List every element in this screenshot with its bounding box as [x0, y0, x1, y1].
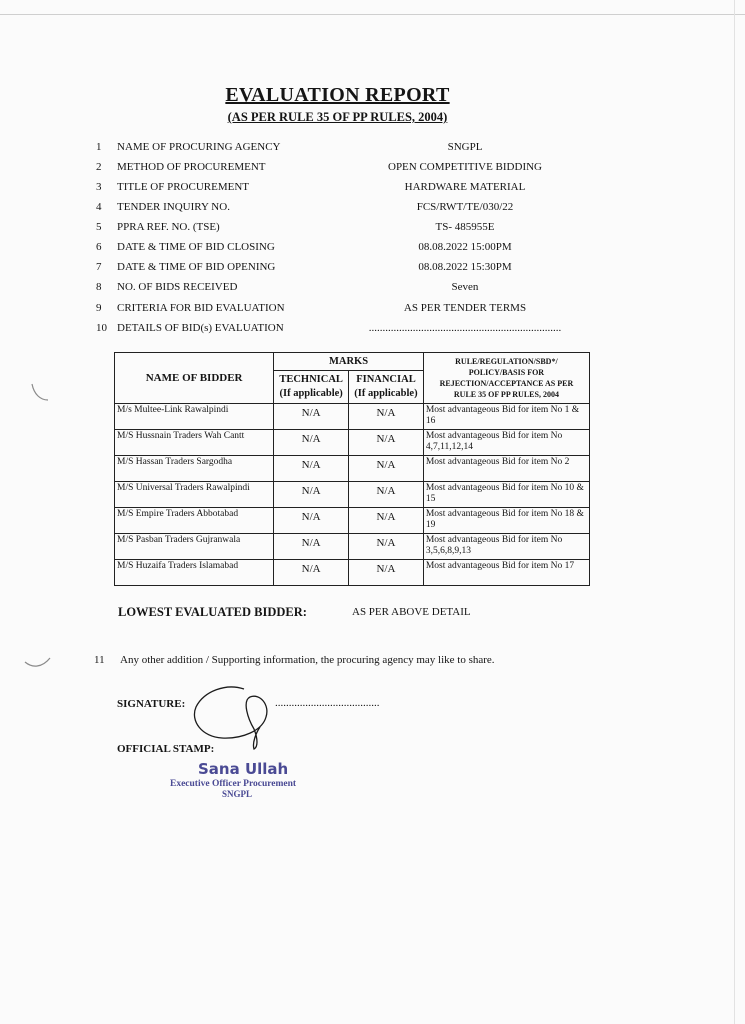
report-subtitle: (AS PER RULE 35 OF PP RULES, 2004)	[227, 110, 448, 124]
rule-basis-cell: Most advantageous Bid for item No 10 & 15	[423, 482, 589, 508]
info-row-number: 8	[96, 281, 102, 293]
info-row	[0, 181, 745, 199]
info-row-value: OPEN COMPETITIVE BIDDING	[388, 161, 542, 173]
header-financial	[349, 371, 424, 404]
technical-marks-cell: N/A	[274, 560, 349, 586]
header-rule-basis: RULE/REGULATION/SBD*/ POLICY/BASIS FOR REJECTION/ACCEPTANCE AS PER RULE 35 OF PP RULES, 2004	[423, 353, 589, 404]
report-title: EVALUATION REPORT	[225, 84, 450, 106]
rule-basis-cell: Most advantageous Bid for item No 18 & 19	[423, 508, 589, 534]
table-row	[115, 560, 590, 586]
bidder-name-cell: M/s Multee-Link Rawalpindi	[115, 404, 274, 430]
info-row-label: DATE & TIME OF BID CLOSING	[117, 241, 275, 253]
info-row-label: PPRA REF. NO. (TSE)	[117, 221, 220, 233]
official-stamp-label: OFFICIAL STAMP:	[117, 743, 215, 755]
bidder-name-cell: M/S Universal Traders Rawalpindi	[115, 482, 274, 508]
table-row	[115, 508, 590, 534]
info-row-value: Seven	[451, 281, 479, 293]
bidder-name-cell: M/S Hassan Traders Sargodha	[115, 456, 274, 482]
stamp-organization: SNGPL	[222, 789, 253, 799]
technical-marks-cell: N/A	[274, 404, 349, 430]
header-technical	[274, 371, 349, 404]
info-row-number: 1	[96, 141, 102, 153]
rule-basis-cell: Most advantageous Bid for item No 1 & 16	[423, 404, 589, 430]
header-marks: MARKS	[274, 353, 424, 371]
signature-label: SIGNATURE:	[117, 698, 186, 710]
table-row	[115, 456, 590, 482]
table-row	[115, 430, 590, 456]
financial-marks-cell: N/A	[349, 456, 424, 482]
info-row-number: 2	[96, 161, 102, 173]
info-row	[0, 302, 745, 320]
info-row-value: 08.08.2022 15:30PM	[418, 261, 512, 273]
info-row-value: FCS/RWT/TE/030/22	[416, 201, 514, 213]
header-financial-note: (If applicable)	[354, 388, 418, 399]
info-row	[0, 261, 745, 279]
technical-marks-cell: N/A	[274, 430, 349, 456]
rule-basis-cell: Most advantageous Bid for item No 4,7,11,12,14	[423, 430, 589, 456]
technical-marks-cell: N/A	[274, 456, 349, 482]
rule-basis-cell: Most advantageous Bid for item No 2	[423, 456, 589, 482]
info-row-number: 6	[96, 241, 102, 253]
info-row-label: NO. OF BIDS RECEIVED	[117, 281, 238, 293]
technical-marks-cell: N/A	[274, 482, 349, 508]
info-row-number: 10	[96, 322, 107, 334]
item-11-number: 11	[94, 654, 105, 666]
info-row	[0, 281, 745, 299]
header-financial-label: FINANCIAL	[356, 374, 416, 385]
info-row-value: HARDWARE MATERIAL	[404, 181, 526, 193]
info-row-label: DATE & TIME OF BID OPENING	[117, 261, 276, 273]
hole-punch-mark	[22, 650, 52, 672]
rule-basis-cell: Most advantageous Bid for item No 3,5,6,8,9,13	[423, 534, 589, 560]
bidder-name-cell: M/S Huzaifa Traders Islamabad	[115, 560, 274, 586]
info-row	[0, 322, 745, 340]
table-row	[115, 534, 590, 560]
info-row-label: NAME OF PROCURING AGENCY	[117, 141, 281, 153]
header-technical-label: TECHNICAL	[279, 374, 343, 385]
technical-marks-cell: N/A	[274, 508, 349, 534]
info-row-label: METHOD OF PROCUREMENT	[117, 161, 266, 173]
signature-line: ......................................	[275, 697, 380, 709]
header-bidder-name: NAME OF BIDDER	[115, 353, 274, 404]
info-row-value: AS PER TENDER TERMS	[403, 302, 527, 314]
page-top-edge	[0, 14, 745, 15]
info-row-value: ......................................................................	[368, 322, 562, 334]
financial-marks-cell: N/A	[349, 404, 424, 430]
info-row-number: 5	[96, 221, 102, 233]
financial-marks-cell: N/A	[349, 482, 424, 508]
info-row-value: 08.08.2022 15:00PM	[418, 241, 512, 253]
lowest-bidder-value: AS PER ABOVE DETAIL	[352, 606, 471, 618]
lowest-bidder-label: LOWEST EVALUATED BIDDER:	[118, 605, 307, 619]
bidder-name-cell: M/S Pasban Traders Gujranwala	[115, 534, 274, 560]
bidder-name-cell: M/S Empire Traders Abbotabad	[115, 508, 274, 534]
rule-basis-cell: Most advantageous Bid for item No 17	[423, 560, 589, 586]
hole-punch-mark	[28, 380, 50, 404]
info-row-label: DETAILS OF BID(s) EVALUATION	[117, 322, 284, 334]
table-row	[115, 404, 590, 430]
info-row-value: TS- 485955E	[435, 221, 495, 233]
financial-marks-cell: N/A	[349, 560, 424, 586]
technical-marks-cell: N/A	[274, 534, 349, 560]
info-row-label: TITLE OF PROCUREMENT	[117, 181, 249, 193]
bidder-name-cell: M/S Hussnain Traders Wah Cantt	[115, 430, 274, 456]
info-row	[0, 201, 745, 219]
bid-rows	[115, 404, 590, 586]
header-technical-note: (If applicable)	[279, 388, 343, 399]
table-row	[115, 482, 590, 508]
financial-marks-cell: N/A	[349, 534, 424, 560]
bid-evaluation-table	[114, 352, 590, 586]
info-row-number: 9	[96, 302, 102, 314]
info-row	[0, 161, 745, 179]
info-row	[0, 241, 745, 259]
handwritten-signature	[186, 683, 276, 751]
info-row-number: 4	[96, 201, 102, 213]
stamp-designation: Executive Officer Procurement	[170, 779, 297, 789]
info-row-label: TENDER INQUIRY NO.	[117, 201, 230, 213]
info-row-label: CRITERIA FOR BID EVALUATION	[117, 302, 285, 314]
info-row	[0, 141, 745, 159]
financial-marks-cell: N/A	[349, 508, 424, 534]
info-row-number: 7	[96, 261, 102, 273]
item-11-text: Any other addition / Supporting information, the procuring agency may like to share.	[120, 654, 495, 666]
info-row-value: SNGPL	[447, 141, 483, 153]
stamp-name: Sana Ullah	[198, 760, 289, 778]
info-row	[0, 221, 745, 239]
info-row-number: 3	[96, 181, 102, 193]
official-stamp	[170, 760, 296, 799]
financial-marks-cell: N/A	[349, 430, 424, 456]
